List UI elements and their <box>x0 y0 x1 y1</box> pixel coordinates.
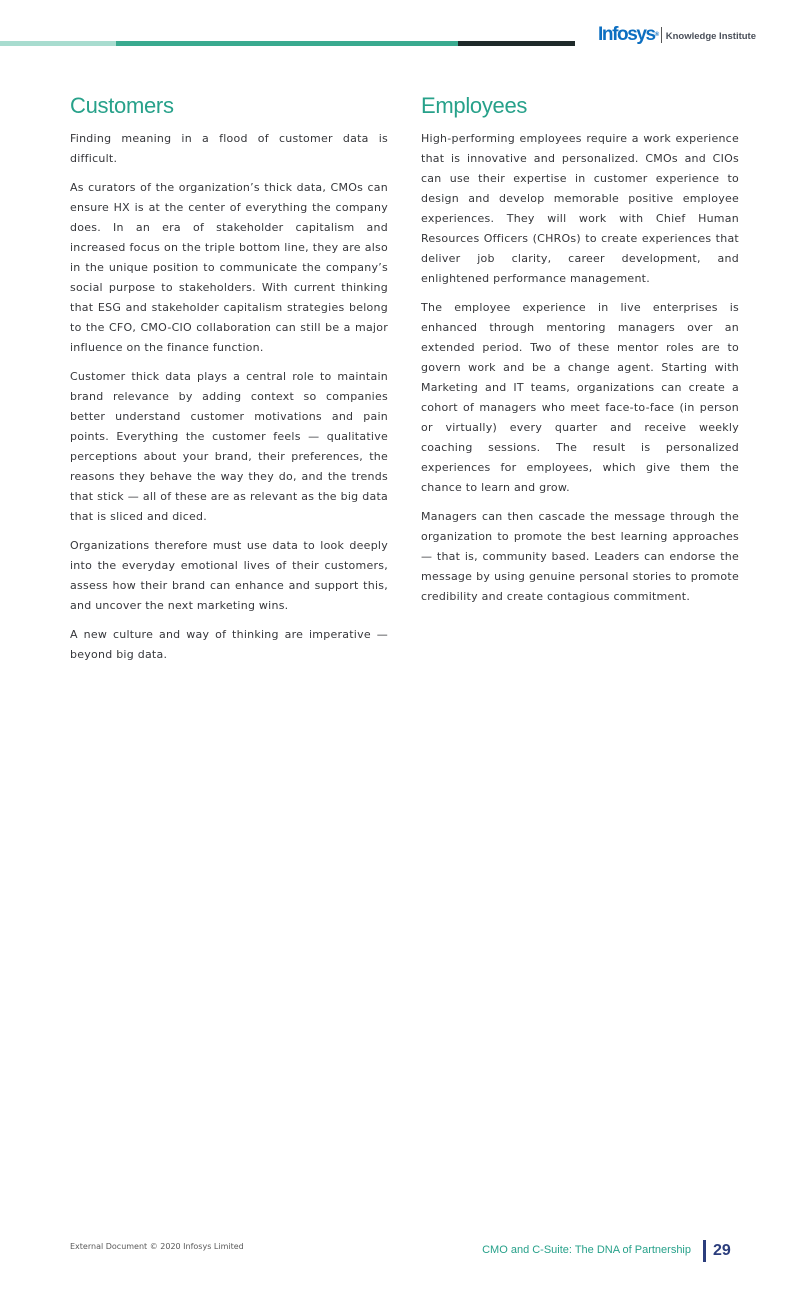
header-color-bar <box>0 41 575 46</box>
customers-paragraph: Customer thick data plays a central role to maintain brand relevance by adding context so companies better understand customer motivations and pain points. Everything the customer feels — qualitative perceptions about your brand, their preferences, the reasons they behave the way they do, and the trends that stick — all of these are as relevant as the big data that is sliced and diced. <box>70 370 388 523</box>
customers-section <box>70 92 388 674</box>
footer-copyright: External Document © 2020 Infosys Limited <box>70 1242 244 1251</box>
logo-subtitle: Knowledge Institute <box>665 31 756 42</box>
page-number: 29 <box>713 1242 731 1259</box>
customers-paragraph: A new culture and way of thinking are imperative — beyond big data. <box>70 628 388 661</box>
employees-heading: Employees <box>421 93 528 118</box>
customers-paragraph: Organizations therefore must use data to look deeply into the everyday emotional lives of their customers, assess how their brand can enhance and support this, and uncover the next marketing wins. <box>70 539 388 612</box>
employees-paragraph: Managers can then cascade the message through the organization to promote the best learning approaches — that is, community based. Leaders can endorse the message by using genuine personal stories to promote credibility and create contagious commitment. <box>421 510 739 603</box>
employees-section <box>421 92 739 616</box>
customers-paragraph: Finding meaning in a flood of customer data is difficult. <box>70 132 388 165</box>
infosys-knowledge-institute-logo <box>598 25 756 45</box>
color-bar-dark-segment <box>458 41 575 46</box>
customers-heading: Customers <box>70 93 174 118</box>
logo-brand-text: Infosys® <box>598 24 658 45</box>
color-bar-light-segment <box>0 41 116 46</box>
color-bar-teal-segment <box>116 41 458 46</box>
footer-document-title: CMO and C-Suite: The DNA of Partnership <box>482 1244 691 1256</box>
logo-divider <box>661 27 662 43</box>
employees-paragraph: High-performing employees require a work experience that is innovative and personalized. CMOs and CIOs can use their expertise in customer experience to design and develop memorable positive employee experiences. They will work with Chief Human Resources Officers (CHROs) to create experiences that deliver job clarity, career development, and enlightened performance management. <box>421 132 739 285</box>
customers-paragraph: As curators of the organization’s thick data, CMOs can ensure HX is at the center of everything the company does. In an era of stakeholder capitalism and increased focus on the triple bottom line, they are also in the unique position to communicate the company’s social purpose to stakeholders. With current thinking that ESG and stakeholder capitalism strategies belong to the CFO, CMO-CIO collaboration can still be a major influence on the finance function. <box>70 181 388 354</box>
footer-divider-bar <box>703 1240 706 1262</box>
employees-paragraph: The employee experience in live enterprises is enhanced through mentoring managers over an extended period. Two of these mentor roles are to govern work and be a change agent. Starting with Marketing and IT teams, organizations can create a cohort of managers who meet face-to-face (in person or virtually) every quarter and receive weekly coaching sessions. The result is personalized experiences for employees, which give them the chance to learn and grow. <box>421 301 739 494</box>
